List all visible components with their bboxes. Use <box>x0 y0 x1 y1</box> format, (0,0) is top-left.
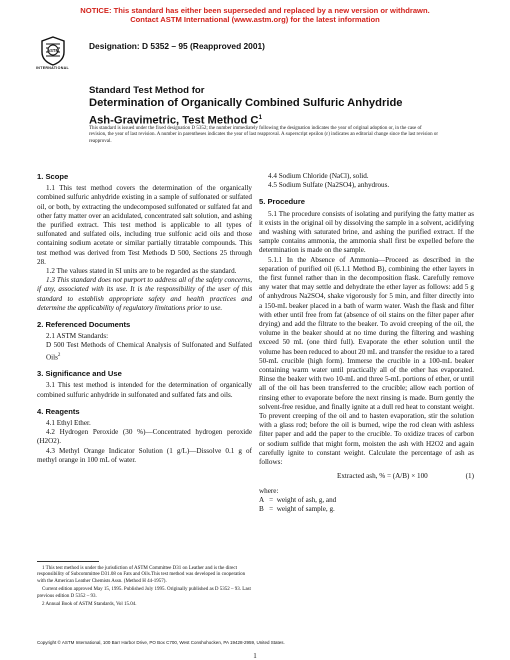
issued-note: This standard is issued under the fixed designation D 5352; the number immediately following the designation indicates the year of original adoption or, in the case of revision, the year of last revision. A number in parentheses indicates the year of last reapproval. A superscript epsilon (ε) indicates an editorial change since the last revision or reapproval. <box>89 126 439 144</box>
para-4-3: 4.3 Methyl Orange Indicator Solution (1 g/L)—Dissolve 0.1 g of methyl orange in 100 mL of water. <box>37 446 252 464</box>
where-a: A = weight of ash, g, and <box>259 495 337 504</box>
notice-line-2: Contact ASTM International (www.astm.org) for the latest information <box>130 15 380 24</box>
designation: Designation: D 5352 – 95 (Reapproved 2001) <box>89 41 265 51</box>
left-column <box>37 172 252 465</box>
title-line-2-text: Ash-Gravimetric, Test Method C <box>89 114 259 127</box>
copyright-line: Copyright © ASTM International, 100 Barr Harbor Drive, PO Box C700, West Conshohocken, PA 19428-2959, United States. <box>37 640 285 645</box>
footnote-1: 1 This test method is under the jurisdiction of ASTM Committee D31 on Leather and is the direct responsibility of Subcommittee D31.08 on Fats and Oils.This test method was developed in cooperation with the American Leather Chemists Assn. (Method H 44-1957). <box>37 566 246 584</box>
para-1-2: 1.2 The values stated in SI units are to be regarded as the standard. <box>46 267 237 276</box>
title-block <box>89 85 489 128</box>
notice-line-1: NOTICE: This standard has either been superseded and replaced by a new version or withdrawn. <box>80 6 430 15</box>
para-3-1: 3.1 This test method is intended for the determination of organically combined sulfuric anhydride in sulfonated and sulfated fats and oils. <box>37 381 252 399</box>
heading-procedure: 5. Procedure <box>259 197 306 207</box>
para-5-1: 5.1 The procedure consists of isolating and purifying the fatty matter as it exists in the original oil by dissolving the sample in a solvent, acidifying and washing with saturated brine, and ashing the purified extract. If the sample contains ammonia, the ammonia shall first be expelled before the determination is made on the sample. <box>259 209 474 255</box>
formula: Extracted ash, % = (A/B) × 100 <box>337 472 428 481</box>
para-4-5: 4.5 Sodium Sulfate (Na2SO4), anhydrous. <box>268 181 390 190</box>
para-1-1: 1.1 This test method covers the determination of the organically combined sulfuric anhydride existing in a sample of sulfonated or sulfated oil, or both, by extracting the undecomposed sulfonated or sulfated fat and other fatty matter over an acidulated, concentrated salt solution, and ashing the purified extract. This test method is applicable to all types of sulfonated and sulfated oils, including true sulfonic acid oils and those containing sodium acetate or similar partially titratable compounds. This test method was derived from Test Methods D 500, Sections 25 through 28. <box>37 184 252 266</box>
para-4-4: 4.4 Sodium Chloride (NaCl), solid. <box>268 172 369 180</box>
para-1-3: 1.3 This standard does not purport to address all of the safety concerns, if any, associated with its use. It is the responsibility of the user of this standard to establish appropriate safety and health practices and determine the applicability of regulatory limitations prior to use. <box>37 276 252 312</box>
heading-significance: 3. Significance and Use <box>37 369 122 379</box>
ref-footnote-mark: 2 <box>57 352 61 358</box>
where-b: B = weight of sample, g. <box>259 504 335 513</box>
title-prefix: Standard Test Method for <box>89 85 205 96</box>
footnote-rule <box>37 561 99 562</box>
logo-caption: INTERNATIONAL <box>36 66 69 70</box>
formula-number: (1) <box>465 472 474 481</box>
right-column <box>259 172 474 514</box>
svg-text:ASTM: ASTM <box>47 48 59 53</box>
ref-d500: D 500 Test Methods of Chemical Analysis of Sulfonated and Sulfated Oils <box>46 341 252 362</box>
footnote-1b: Current edition approved May 15, 1995. Published July 1995. Originally published as D 5352 – 93. Last previous edition D 5352 – 93. <box>37 587 251 599</box>
para-4-2: 4.2 Hydrogen Peroxide (30 %)—Concentrated hydrogen peroxide (H2O2). <box>37 428 252 446</box>
para-5-1-1: 5.1.1 In the Absence of Ammonia—Proceed as described in the separation of purified oil (6.1.1 Method B), combining the ether layers in the first funnel rather than in the decomposition flask. Carefully remove any water that may settle and dehydrate the ether layer as follows: add 5 g of anhydrous Na2SO4, shake vigorously for 5 min, and filter directly into a 150-mL beaker placed in a bath of warm water. Wash the flask and filter with ether until free from fat (absence of oil stains on the filter paper after drying) and add the filtrate to the beaker. To avoid creeping of the oil, the volume in the beaker should at no time during the filtering and washing exceed 50 mL (one third full). Evaporate the ether solution until the volume has been reduced to about 20 mL and transfer the residue to a tared 50-mL crucible (high form). Immerse the crucible in a 100-mL beaker containing warm water until practically all of the ether has evaporated. Rinse the beaker with two 10-mL and three 5-mL portions of ether, or until all of the oil has been transferred to the crucible; allow each portion of rinsing ether to evaporate before the next rinsing is made. Burn gently the solvent-free residue, and finally ignite at a dull red heat to constant weight. To prevent creeping of the oil and to hasten evaporation, stir the solution with a glass rod; before the oil is burned, wipe the rod clean with ashless filter paper and add the paper to the crucible. To oxidize traces of carbon or sodium sulfide that might form, moisten the ash with H2O2 and again carefully ignite to constant weight. Calculate the percentage of ash as follows: <box>259 255 474 467</box>
formula-row <box>259 472 474 481</box>
para-4-1: 4.1 Ethyl Ether. <box>46 419 91 428</box>
footnote-2: 2 Annual Book of ASTM Standards, Vol 15.04. <box>42 602 137 608</box>
title-line-1: Determination of Organically Combined Sulfuric Anhydride <box>89 97 403 109</box>
where-label: where: <box>259 486 279 495</box>
footnotes <box>37 566 252 610</box>
para-2-ref <box>37 341 252 362</box>
astm-logo-icon <box>40 36 66 66</box>
para-2-1: 2.1 ASTM Standards: <box>46 332 109 341</box>
heading-reagents: 4. Reagents <box>37 406 80 416</box>
heading-scope: 1. Scope <box>37 172 69 181</box>
heading-referenced-documents: 2. Referenced Documents <box>37 320 131 330</box>
page-number: 1 <box>253 652 257 660</box>
title-footnote-mark: 1 <box>258 113 263 121</box>
